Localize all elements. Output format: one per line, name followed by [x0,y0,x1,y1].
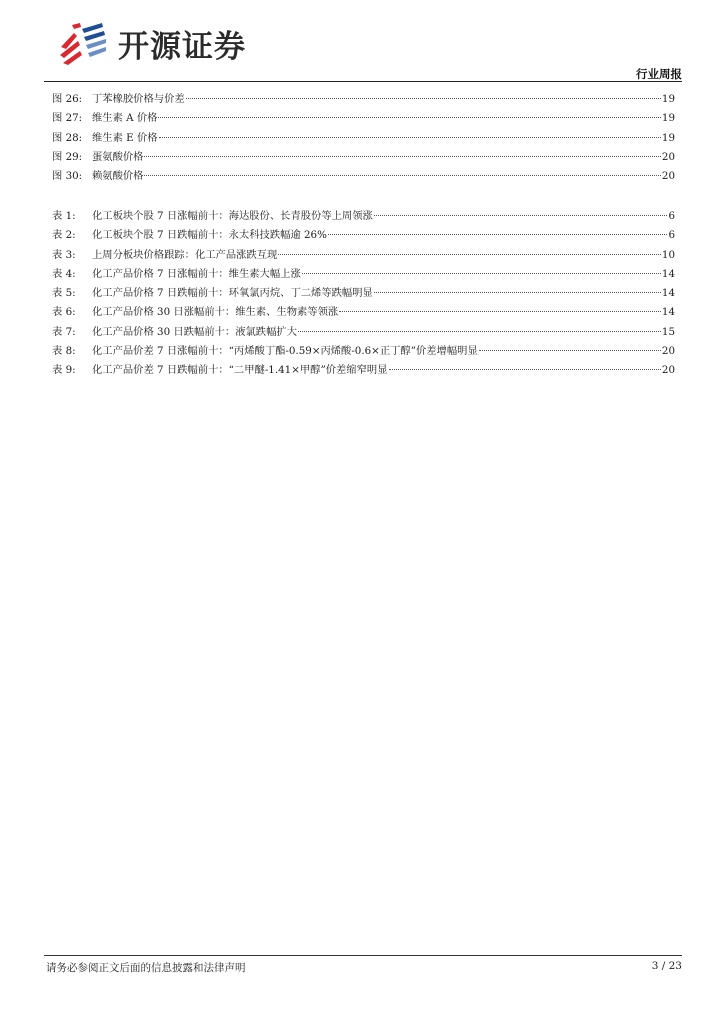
table-page: 20 [661,364,675,377]
table-title: 化工产品价差 7 日涨幅前十：“丙烯酸丁酯-0.59×丙烯酸-0.6×正丁醇”价差增幅明显 [92,345,478,358]
table-page: 14 [661,267,675,280]
figure-page: 19 [661,112,675,125]
figure-page: 19 [661,131,675,144]
figure-number: 图 29: [52,150,83,163]
table-number: 表 5: [52,287,76,300]
footer-disclaimer: 请务必参阅正文后面的信息披露和法律声明 [46,962,246,974]
leader-dots [374,215,668,216]
table-entry[interactable] [52,323,675,342]
table-entry[interactable] [52,342,675,361]
table-entry[interactable] [52,361,675,380]
figure-entry[interactable] [52,90,675,109]
table-number: 表 1: [52,210,76,222]
table-entry[interactable] [52,226,675,245]
leader-dots [186,98,661,99]
brand-name: 开源证券 [118,28,246,65]
table-number: 表 2: [52,229,76,242]
brand-logo-icon [58,21,108,65]
table-page: 10 [661,248,675,261]
table-title: 化工产品价差 7 日跌幅前十：“二甲醚-1.41×甲醇”价差缩窄明显 [92,364,388,377]
table-entry[interactable] [52,284,675,303]
table-number: 表 7: [52,325,76,338]
figure-title: 维生素 A 价格 [92,112,158,125]
page-indicator: 3 / 23 [651,960,682,972]
table-title: 化工产品价格 30 日跌幅前十：液氯跌幅扩大 [92,325,297,338]
report-type-label: 行业周报 [636,67,682,81]
table-page: 20 [661,345,675,358]
figure-title: 赖氨酸价格 [92,170,144,183]
leader-dots [144,175,660,176]
table-number: 表 9: [52,364,76,377]
table-number: 表 3: [52,248,76,261]
table-title: 化工产品价格 7 日跌幅前十：环氧氯丙烷、丁二烯等跌幅明显 [92,287,373,300]
table-entry[interactable] [52,265,675,284]
leader-dots [374,292,661,293]
table-title: 化工板块个股 7 日跌幅前十：永太科技跌幅逾 26% [92,229,327,242]
figure-number: 图 30: [52,170,83,183]
figure-entry[interactable] [52,129,675,148]
figure-entry[interactable] [52,109,675,128]
table-page: 14 [661,287,675,300]
table-number: 表 6: [52,306,76,319]
header-divider [44,81,682,82]
leader-dots [158,117,660,118]
figure-entry[interactable] [52,148,675,167]
leader-dots [389,369,661,370]
table-page: 14 [661,306,675,319]
table-page: 15 [661,325,675,338]
figure-number: 图 27: [52,112,83,125]
table-title: 上周分板块价格跟踪：化工产品涨跌互现 [92,248,278,261]
leader-dots [298,331,661,332]
leader-dots [144,156,660,157]
figure-title: 维生素 E 价格 [92,131,158,144]
page-header [0,0,724,82]
table-title: 化工产品价格 30 日涨幅前十：维生素、生物素等领涨 [92,306,339,319]
leader-dots [159,137,661,138]
table-entry[interactable] [52,207,675,226]
figure-page: 19 [661,93,675,105]
leader-dots [302,273,661,274]
table-number: 表 4: [52,267,76,280]
leader-dots [479,350,661,351]
table-title: 化工板块个股 7 日涨幅前十：海达股份、长青股份等上周领涨 [92,210,373,222]
table-list [52,207,675,381]
figure-number: 图 28: [52,131,83,144]
table-entry[interactable] [52,246,675,265]
figure-title: 蛋氨酸价格 [92,150,144,163]
leader-dots [339,311,661,312]
figure-list [52,90,675,186]
brand-logo [58,20,278,66]
figure-title: 丁苯橡胶价格与价差 [92,93,185,105]
table-page: 6 [668,210,675,222]
figure-page: 20 [661,150,675,163]
leader-dots [278,254,661,255]
leader-dots [328,234,668,235]
table-entry[interactable] [52,303,675,322]
table-page: 6 [668,229,675,242]
figure-entry[interactable] [52,167,675,186]
table-number: 表 8: [52,345,76,358]
figure-page: 20 [661,170,675,183]
footer-divider [44,955,682,956]
figure-number: 图 26: [52,93,83,105]
table-title: 化工产品价格 7 日涨幅前十：维生素大幅上涨 [92,267,301,280]
